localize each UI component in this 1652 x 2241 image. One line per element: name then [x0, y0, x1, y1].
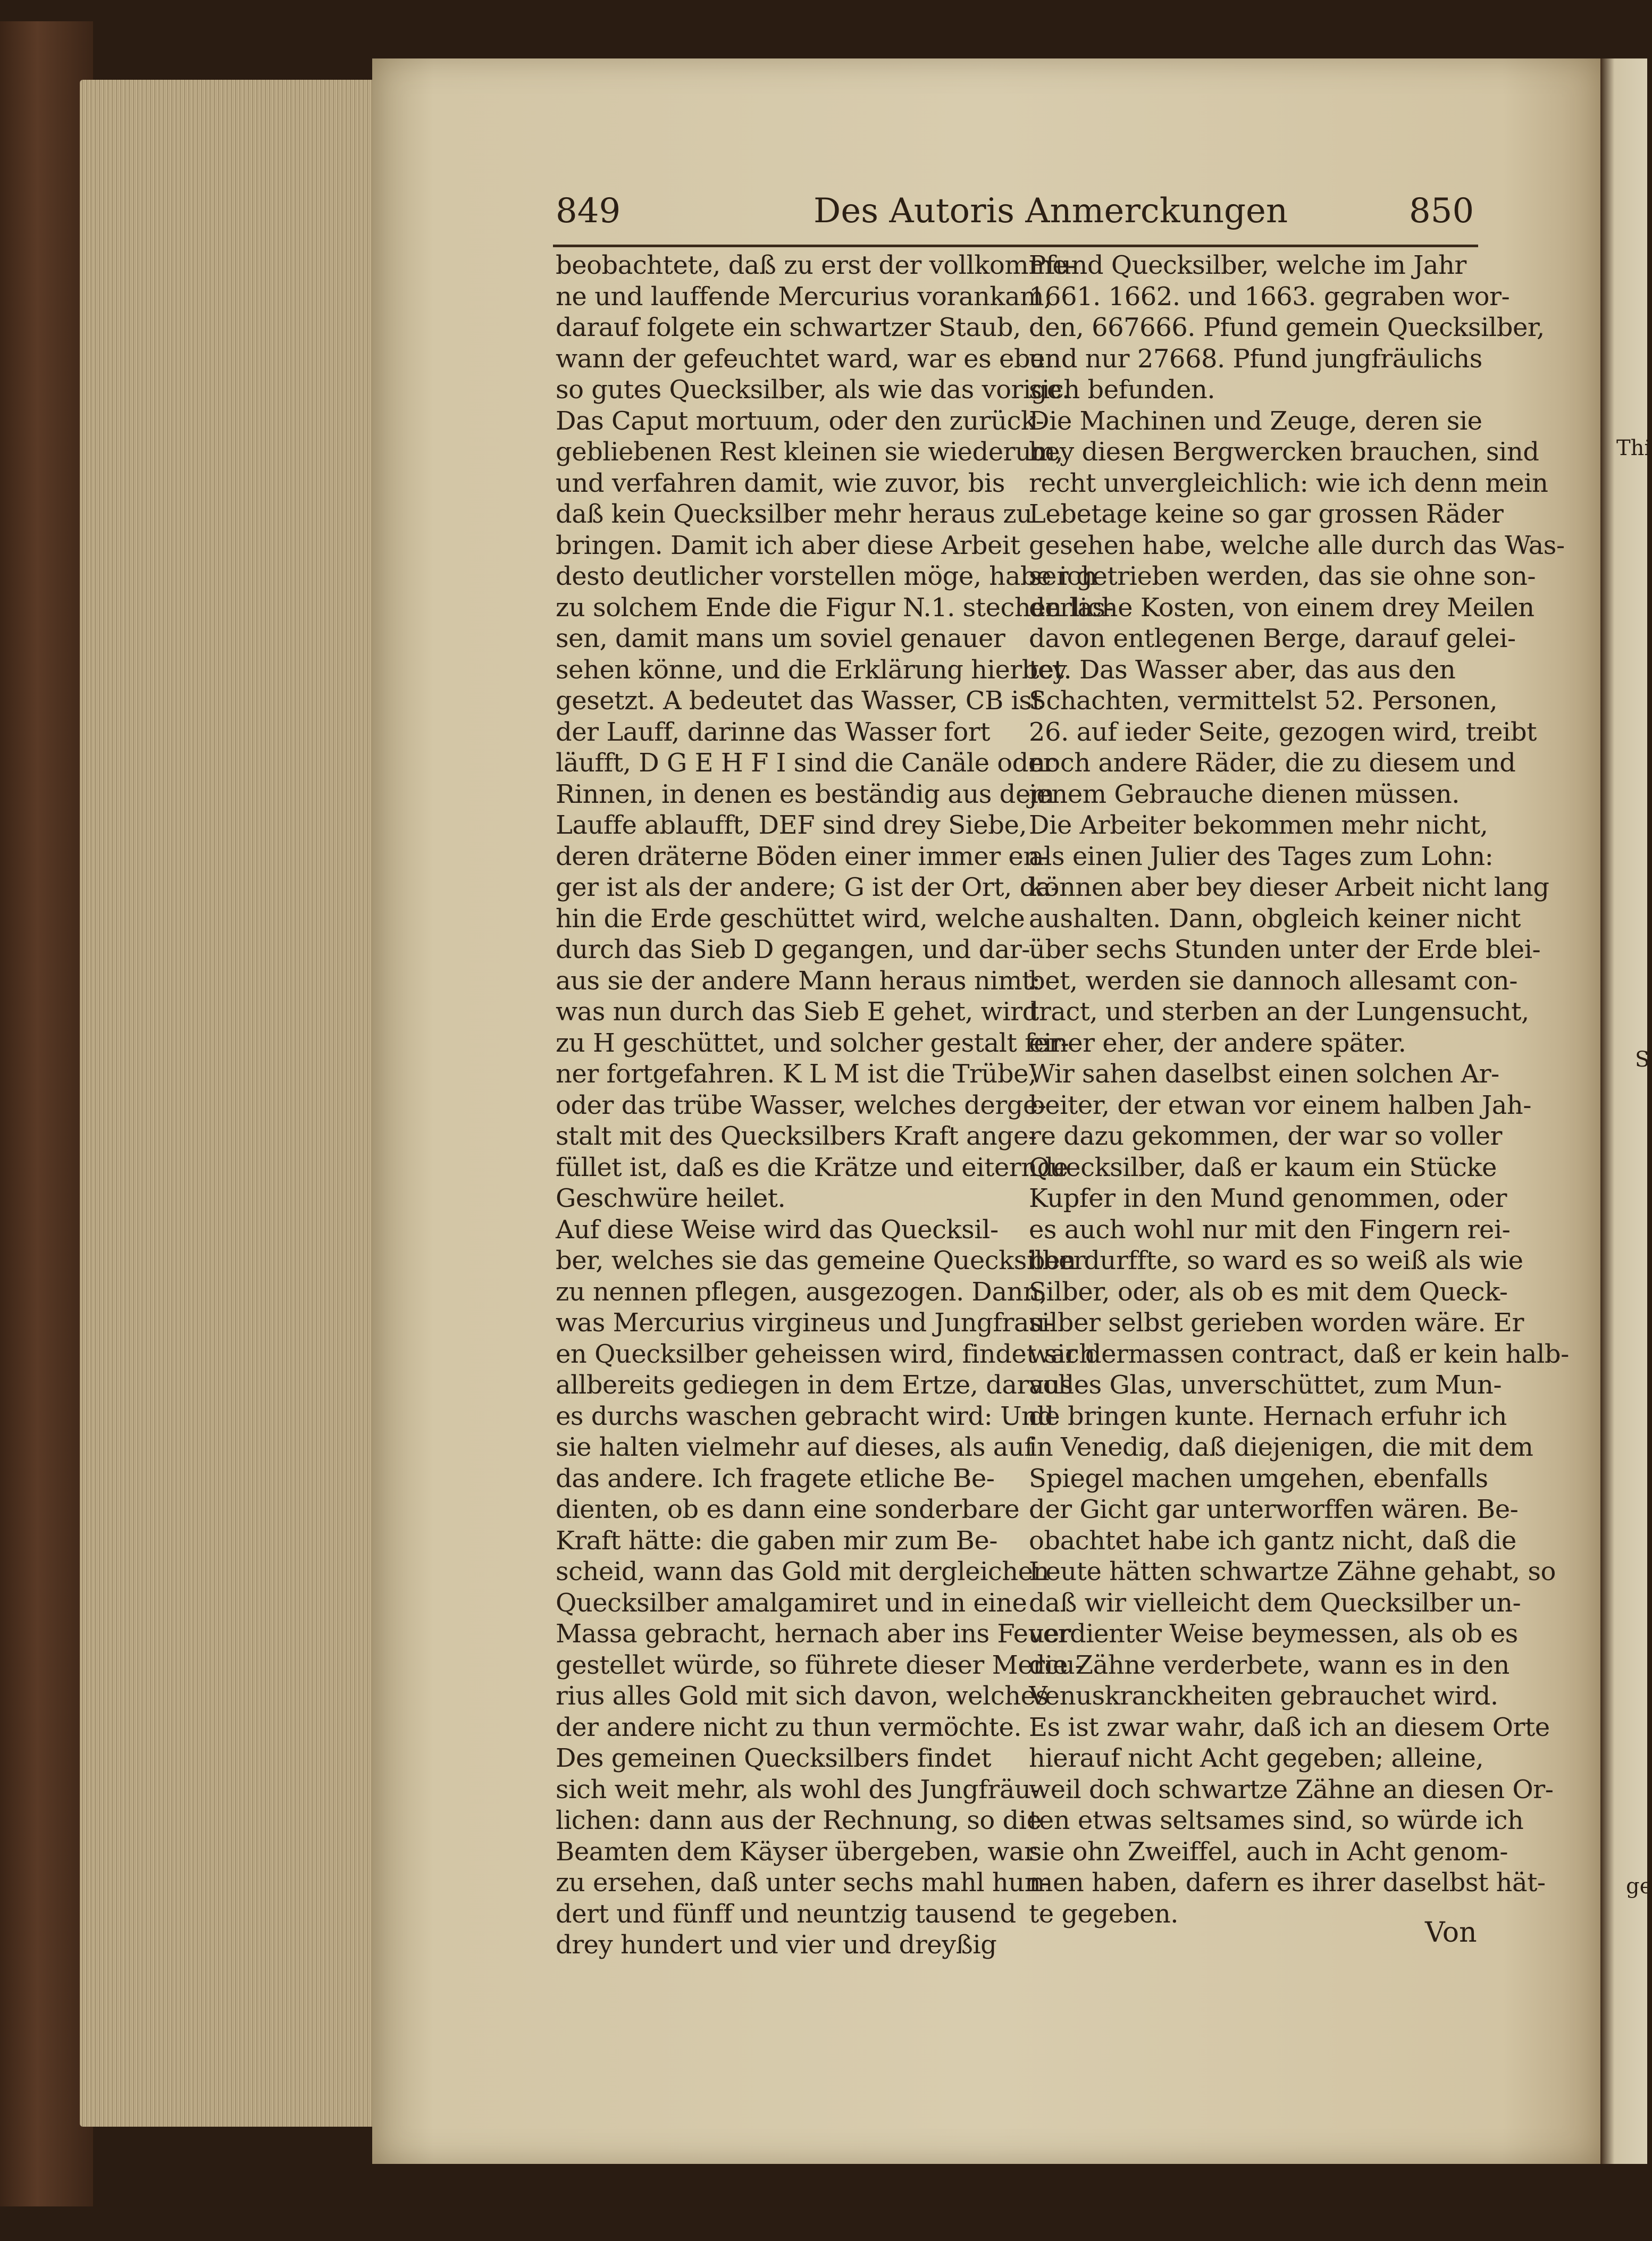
- text-line: obachtet habe ich gantz nicht, daß die: [1029, 1525, 1516, 1556]
- text-line: Auf diese Weise wird das Quecksil-: [556, 1214, 999, 1245]
- text-line: das andere. Ich fragete etliche Be-: [556, 1463, 995, 1493]
- text-line: silber selbst gerieben worden wäre. Er: [1029, 1308, 1524, 1338]
- text-line: jenem Gebrauche dienen müssen.: [1029, 779, 1460, 809]
- text-line: zu solchem Ende die Figur N.1. stechen las-: [556, 592, 1114, 623]
- page-edges: [80, 80, 383, 2127]
- text-line: 1661. 1662. und 1663. gegraben wor-: [1029, 281, 1510, 312]
- text-line: Kraft hätte: die gaben mir zum Be-: [556, 1525, 998, 1556]
- text-line: Schachten, vermittelst 52. Personen,: [1029, 686, 1498, 716]
- text-line: bey diesen Bergwercken brauchen, sind: [1029, 437, 1539, 467]
- text-line: und nur 27668. Pfund jungfräulichs: [1029, 343, 1482, 374]
- text-line: der andere nicht zu thun vermöchte.: [556, 1712, 1022, 1742]
- text-line: wann der gefeuchtet ward, war es eben: [556, 343, 1061, 374]
- text-line: Wir sahen daselbst einen solchen Ar-: [1029, 1059, 1499, 1089]
- text-line: 26. auf ieder Seite, gezogen wird, treibt: [1029, 717, 1537, 747]
- text-line: der Gicht gar unterworffen wären. Be-: [1029, 1495, 1519, 1524]
- text-line: ben durffte, so ward es so weiß als wie: [1029, 1246, 1523, 1275]
- text-line: tract, und sterben an der Lungensucht,: [1029, 997, 1529, 1027]
- text-line: drey hundert und vier und dreyßig: [556, 1930, 997, 1960]
- text-line: was nun durch das Sieb E gehet, wird: [556, 997, 1038, 1027]
- text-line: recht unvergleichlich: wie ich denn mein: [1029, 468, 1548, 498]
- text-line: en Quecksilber geheissen wird, findet sich: [556, 1339, 1095, 1369]
- text-line: läufft, D G E H F I sind die Canäle oder: [556, 748, 1055, 778]
- text-line: es auch wohl nur mit den Fingern rei-: [1029, 1214, 1511, 1245]
- text-line: Das Caput mortuum, oder den zurück-: [556, 406, 1044, 436]
- text-line: gestellet würde, so führete dieser Mercu-: [556, 1650, 1084, 1680]
- facing-page-fragment: S: [1635, 1047, 1650, 1072]
- text-line: Des gemeinen Quecksilbers findet: [556, 1743, 992, 1773]
- text-line: Lebetage keine so gar grossen Räder: [1029, 499, 1504, 529]
- text-line: sie ohn Zweiffel, auch in Acht genom-: [1029, 1836, 1508, 1867]
- text-line: te gegeben.: [1029, 1899, 1179, 1929]
- text-line: verdienter Weise beymessen, als ob es: [1029, 1619, 1518, 1649]
- facing-page-edge: [1600, 58, 1650, 2164]
- text-line: rius alles Gold mit sich davon, welches: [556, 1681, 1049, 1711]
- text-line: derliche Kosten, von einem drey Meilen: [1029, 592, 1534, 623]
- text-line: Beamten dem Käyser übergeben, war: [556, 1836, 1036, 1867]
- text-line: so gutes Quecksilber, als wie das vorige.: [556, 375, 1070, 405]
- text-line: Geschwüre heilet.: [556, 1184, 786, 1213]
- catchword: Von: [1425, 1917, 1477, 1949]
- text-line: volles Glas, unverschüttet, zum Mun-: [1029, 1370, 1502, 1400]
- text-line: lichen: dann aus der Rechnung, so die: [556, 1806, 1042, 1835]
- text-line: hierauf nicht Acht gegeben; alleine,: [1029, 1743, 1484, 1773]
- text-line: Massa gebracht, hernach aber ins Feuer: [556, 1619, 1071, 1649]
- text-line: aus sie der andere Mann heraus nimt:: [556, 966, 1041, 996]
- text-line: noch andere Räder, die zu diesem und: [1029, 748, 1516, 778]
- text-line: der Lauff, darinne das Wasser fort: [556, 717, 990, 747]
- text-line: darauf folgete ein schwartzer Staub,: [556, 313, 1021, 342]
- text-line: Spiegel machen umgehen, ebenfalls: [1029, 1463, 1488, 1493]
- text-line: Rinnen, in denen es beständig aus dem: [556, 779, 1054, 809]
- text-line: Venuskranckheiten gebrauchet wird.: [1029, 1681, 1498, 1711]
- text-line: daß kein Quecksilber mehr heraus zu: [556, 499, 1033, 529]
- text-line: einer eher, der andere später.: [1029, 1028, 1406, 1058]
- text-line: aushalten. Dann, obgleich keiner nicht: [1029, 903, 1521, 934]
- text-line: ne und lauffende Mercurius vorankam,: [556, 281, 1052, 312]
- text-line: sehen könne, und die Erklärung hierbey: [556, 654, 1067, 685]
- text-line: beobachtete, daß zu erst der vollkomme-: [556, 250, 1076, 280]
- text-line: tet. Das Wasser aber, das aus den: [1029, 654, 1456, 685]
- text-line: zu H geschüttet, und solcher gestalt fer-: [556, 1028, 1069, 1058]
- text-line: war dermassen contract, daß er kein halb-: [1029, 1339, 1569, 1369]
- text-line: Kupfer in den Mund genommen, oder: [1029, 1184, 1507, 1213]
- text-line: sen, damit mans um soviel genauer: [556, 624, 1005, 653]
- text-line: es durchs waschen gebracht wird: Und: [556, 1401, 1054, 1431]
- text-line: was Mercurius virgineus und Jungfrau-: [556, 1308, 1054, 1338]
- text-line: dienten, ob es dann eine sonderbare: [556, 1495, 1020, 1524]
- text-line: deren dräterne Böden einer immer en-: [556, 841, 1048, 871]
- header-rule: [553, 245, 1478, 247]
- text-line: Die Arbeiter bekommen mehr nicht,: [1029, 810, 1488, 840]
- left-page-number: 849: [556, 191, 621, 231]
- text-line: daß wir vielleicht dem Quecksilber un-: [1029, 1588, 1521, 1618]
- text-line: sie halten vielmehr auf dieses, als auf: [556, 1432, 1034, 1462]
- text-line: Quecksilber, daß er kaum ein Stücke: [1029, 1152, 1497, 1182]
- text-line: durch das Sieb D gegangen, und dar-: [556, 935, 1030, 964]
- text-line: sich befunden.: [1029, 375, 1215, 405]
- text-line: ber, welches sie das gemeine Quecksilber: [556, 1246, 1086, 1275]
- text-line: ner fortgefahren. K L M ist die Trübe,: [556, 1059, 1036, 1089]
- facing-page-fragment: Thi: [1616, 436, 1651, 460]
- text-line: können aber bey dieser Arbeit nicht lang: [1029, 872, 1549, 902]
- text-line: gesetzt. A bedeutet das Wasser, CB ist: [556, 686, 1042, 716]
- text-line: als einen Julier des Tages zum Lohn:: [1029, 841, 1494, 871]
- text-line: ger ist als der andere; G ist der Ort, da-: [556, 872, 1059, 902]
- text-line: oder das trübe Wasser, welches derge-: [556, 1090, 1046, 1120]
- text-line: Lauffe ablaufft, DEF sind drey Siebe,: [556, 810, 1027, 840]
- text-line: zu nennen pflegen, ausgezogen. Dann,: [556, 1277, 1047, 1307]
- text-line: re dazu gekommen, der war so voller: [1029, 1121, 1502, 1151]
- text-line: füllet ist, daß es die Krätze und eiternde: [556, 1152, 1068, 1182]
- text-line: beiter, der etwan vor einem halben Jah-: [1029, 1090, 1532, 1120]
- running-title: Des Autoris Anmerckungen: [814, 191, 1288, 231]
- text-line: über sechs Stunden unter der Erde blei-: [1029, 935, 1541, 964]
- text-line: und verfahren damit, wie zuvor, bis: [556, 468, 1005, 498]
- text-line: de bringen kunte. Hernach erfuhr ich: [1029, 1401, 1507, 1431]
- text-line: weil doch schwartze Zähne an diesen Or-: [1029, 1774, 1554, 1804]
- text-line: scheid, wann das Gold mit dergleichen: [556, 1557, 1049, 1587]
- text-line: die Zähne verderbete, wann es in den: [1029, 1650, 1510, 1680]
- text-line: gesehen habe, welche alle durch das Was-: [1029, 530, 1565, 560]
- text-line: in Venedig, daß diejenigen, die mit dem: [1029, 1432, 1533, 1462]
- right-page-number: 850: [1409, 191, 1474, 231]
- text-line: hin die Erde geschüttet wird, welche: [556, 903, 1025, 934]
- text-line: zu ersehen, daß unter sechs mahl hun-: [556, 1868, 1049, 1898]
- text-line: Pfund Quecksilber, welche im Jahr: [1029, 250, 1466, 280]
- text-line: ten etwas seltsames sind, so würde ich: [1029, 1806, 1524, 1835]
- text-line: Silber, oder, als ob es mit dem Queck-: [1029, 1277, 1508, 1307]
- facing-page-fragment: ge: [1626, 1874, 1652, 1899]
- text-line: bet, werden sie dannoch allesamt con-: [1029, 966, 1517, 996]
- text-line: Es ist zwar wahr, daß ich an diesem Orte: [1029, 1712, 1550, 1742]
- text-line: bringen. Damit ich aber diese Arbeit: [556, 530, 1020, 560]
- text-line: men haben, dafern es ihrer daselbst hät-: [1029, 1868, 1546, 1898]
- text-line: Leute hätten schwartze Zähne gehabt, so: [1029, 1557, 1556, 1587]
- right-text-column: [1029, 250, 1569, 1929]
- book-cover: [0, 21, 93, 2206]
- text-line: ser getrieben werden, das sie ohne son-: [1029, 561, 1536, 591]
- text-line: allbereits gediegen in dem Ertze, daraus: [556, 1370, 1073, 1400]
- text-line: den, 667666. Pfund gemein Quecksilber,: [1029, 313, 1545, 342]
- text-line: Die Machinen und Zeuge, deren sie: [1029, 406, 1482, 436]
- text-line: davon entlegenen Berge, darauf gelei-: [1029, 624, 1516, 653]
- text-line: Quecksilber amalgamiret und in eine: [556, 1588, 1027, 1618]
- text-line: desto deutlicher vorstellen möge, habe ich: [556, 561, 1097, 591]
- text-line: dert und fünff und neuntzig tausend: [556, 1899, 1016, 1929]
- text-line: stalt mit des Quecksilbers Kraft ange-: [556, 1121, 1037, 1151]
- text-line: gebliebenen Rest kleinen sie wiederum,: [556, 437, 1063, 467]
- text-line: sich weit mehr, als wohl des Jungfräu-: [556, 1774, 1039, 1804]
